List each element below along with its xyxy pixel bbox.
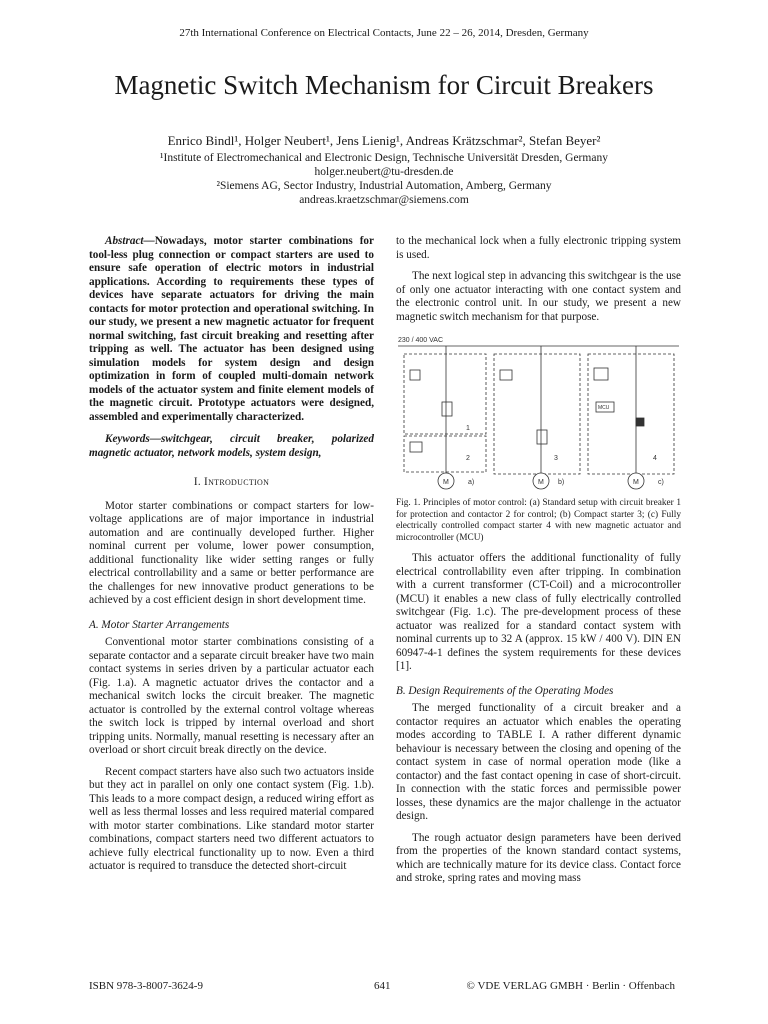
- section-introduction-heading: I. Introduction: [193, 476, 270, 488]
- subsection-b-heading: B. Design Requirements of the Operating Modes: [396, 684, 614, 697]
- email-2: andreas.kraetzschmar@siemens.com: [299, 194, 469, 206]
- voltage-label: 230 / 400 VAC: [398, 337, 444, 344]
- motor-a-label: M: [443, 479, 449, 486]
- footer-page-number: 641: [374, 980, 391, 992]
- keywords: Keywords—switchgear, circuit breaker, polarized magnetic actuator, network models, system design,: [89, 433, 374, 459]
- right-column: [396, 235, 681, 886]
- box-3-label: 3: [554, 455, 558, 462]
- motor-c-label: M: [633, 479, 639, 486]
- box-1: [404, 354, 486, 434]
- intro-paragraph: Motor starter combinations or compact starters for low-voltage applications are of major importance in industrial automation and are continually developed further. Higher nominal current per volume, lower power consumption, additional functionality like wider setting ranges or fully electrical controllability and a same or better performance are the challenges for new innovative product generations to be achieved by a cost efficient design in short development time.: [89, 499, 374, 606]
- ct-coil: [636, 418, 644, 426]
- subsection-b-paragraph-2: The rough actuator design parameters have been derived from the properties of the known standard contact systems, which are technically mature for its device class. Contact force and stroke, spring rates and moving mass: [396, 831, 681, 884]
- subsection-b-paragraph-1: The merged functionality of a circuit breaker and a contactor requires an actuator which enables the operating modes according to TABLE I. A rather different dynamic behaviour is necessary between the closing and opening of the contact system in case of normal operation mode (like a contactor) and the fast contact opening in case of short-circuit. In connection with the static forces and permissible power losses, these dynamics are the major challenge in the actuator design.: [396, 702, 681, 822]
- figure-1-caption: Fig. 1. Principles of motor control: (a) Standard setup with circuit breaker 1 for protection and contactor 2 for control; (b) Compact starter 3; (c) Fully electrically controlled compact starter 4 with new magnetic actuator and microcontroller (MCU): [396, 498, 681, 543]
- motor-b-label: M: [538, 479, 544, 486]
- trip-a: [442, 402, 452, 416]
- email-1: holger.neubert@tu-dresden.de: [314, 166, 454, 178]
- abstract: [89, 235, 374, 424]
- coil-a: [410, 442, 422, 452]
- subsection-a-paragraph-1: Conventional motor starter combinations consisting of a separate contactor and a separate circuit breaker have two main contact systems in series driven by a particular actuator each (Fig. 1.a). A magnetic actuator drives the contactor and a mechanical switch locks the circuit breaker. The magnetic actuator is controlled by the external control voltage whereas the switch lock is tripped by internal overload and short tripping units. Normally, manual resetting is necessary after an overload or short circuit break directly on the device.: [89, 636, 374, 756]
- relay-a: [410, 370, 420, 380]
- box-4: [588, 354, 674, 474]
- continued-paragraph: to the mechanical lock when a fully electronic tripping system is used.: [396, 235, 681, 261]
- affiliation-2: ²Siemens AG, Sector Industry, Industrial Automation, Amberg, Germany: [216, 180, 552, 192]
- author-names: Enrico Bindl¹, Holger Neubert¹, Jens Lienig¹, Andreas Krätzschmar², Stefan Beyer²: [167, 133, 601, 148]
- box-3: [494, 354, 580, 474]
- abstract-text: Nowadays, motor starter combinations for tool-less plug connection or compact starters are used to ensure safe operation of electric motors in industrial applications. According to requirements these types of devices have separate actuators for driving the main contacts for motor protection and operational switching. In our study, we present a new magnetic actuator for frequent normal switching, fast circuit breaking and resetting after tripping as well. The actuator has been designed using simulation models for system design and design optimization in form of coupled multi-domain network models of the actuator system and finite element models of the magnetic circuit. Prototype actuators were designed, assembled and experimentally characterized.: [89, 235, 374, 423]
- right-paragraph-3: This actuator offers the additional functionality of fully electrical controllability even after tripping. In combination with a current transformer (CT-Coil) and a microcontroller (MCU) it enables a new class of fully electrically controlled switchgear (Fig. 1.c). The pre-development process of these actuator was realized for a standard contact system with nominal currents up to 32 A (approx. 15 kW / 400 V). DIN EN 60947-4-1 defines the system requirements for these devices [1].: [396, 552, 681, 672]
- footer-isbn: ISBN 978-3-8007-3624-9: [89, 980, 203, 992]
- panel-b-label: b): [558, 479, 565, 486]
- coil-b: [500, 370, 512, 380]
- author-block: [0, 132, 768, 207]
- affiliation-1: ¹Institute of Electromechanical and Electronic Design, Technische Universität Dresden, Germany: [160, 152, 608, 164]
- footer-publisher: © VDE VERLAG GMBH · Berlin · Offenbach: [466, 980, 675, 992]
- panel-a-label: a): [468, 479, 475, 486]
- conference-header: 27th International Conference on Electrical Contacts, June 22 – 26, 2014, Dresden, Germany: [179, 27, 589, 39]
- panel-c-label: c): [658, 479, 664, 486]
- motor-control-diagram: [396, 332, 681, 492]
- box-1-label: 1: [466, 425, 470, 432]
- right-paragraph-2: The next logical step in advancing this switchgear is the use of only one actuator interacting with one contact system and the electronic control unit. In our study, we present a new magnetic switch mechanism for that purpose.: [396, 270, 681, 323]
- figure-1: [396, 332, 681, 492]
- abstract-label: Abstract—: [105, 235, 155, 247]
- left-column: [89, 235, 374, 874]
- trip-b: [537, 430, 547, 444]
- mcu-label: MCU: [598, 405, 610, 411]
- subsection-a-heading: A. Motor Starter Arrangements: [89, 618, 230, 631]
- paper-title: Magnetic Switch Mechanism for Circuit Breakers: [114, 70, 654, 100]
- box-4-label: 4: [653, 455, 657, 462]
- box-2-label: 2: [466, 455, 470, 462]
- coil-c: [594, 368, 608, 380]
- subsection-a-paragraph-2: Recent compact starters have also such two actuators inside but they act in parallel on only one contact system (Fig. 1.b). This leads to a more compact design, a reduced wiring effort as well as less thermal losses and less required material compared with motor starter combinations. Like standard motor starter combinations, compact starters need two different actuators to achieve fully electrical functionality up to now. Even a third actuator is required to transduce the detected short-circuit: [89, 765, 374, 872]
- box-2: [404, 436, 486, 472]
